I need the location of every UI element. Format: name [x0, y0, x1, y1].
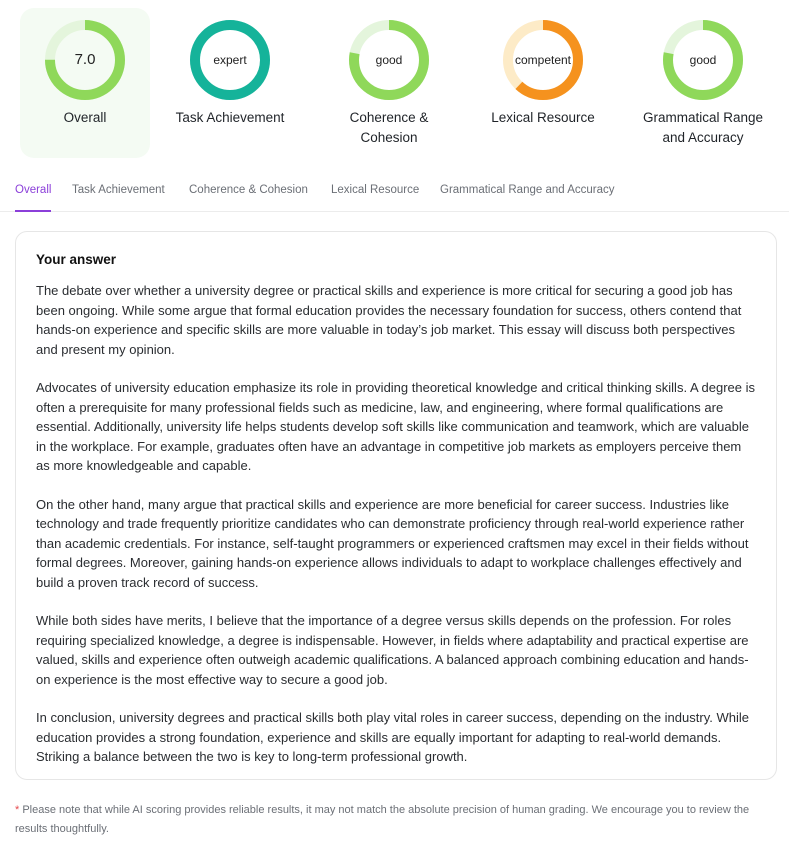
- score-ring-lexical-resource: [503, 20, 583, 100]
- tab-lexical-resource[interactable]: Lexical Resource: [331, 184, 420, 196]
- answer-card: [15, 231, 777, 780]
- score-name: Grammatical Range and Accuracy: [642, 110, 764, 145]
- score-card-overall[interactable]: [20, 8, 150, 158]
- score-value: good: [689, 53, 717, 67]
- tab-overall[interactable]: Overall: [15, 184, 51, 211]
- score-value: good: [375, 53, 403, 67]
- score-card-lexical-resource[interactable]: [478, 8, 608, 158]
- score-value: expert: [213, 53, 247, 67]
- score-ring-task-achievement: [190, 20, 270, 100]
- asterisk-marker: *: [15, 804, 20, 816]
- answer-paragraph: In conclusion, university degrees and practical skills both play vital roles in career success, depending on the industry. While education provides a strong foundation, experience and skills are equally important for adapting to real-world demands. Striking a balance between the two is key to long-term professional growth.: [36, 710, 749, 764]
- score-card-grammatical-range[interactable]: [628, 8, 778, 158]
- answer-paragraph: Advocates of university education emphasize its role in providing theoretical knowledge and critical thinking skills. A degree is often a prerequisite for many professional fields such as medicine, law, and engineering, where formal qualifications are essential. Additionally, university life helps students develop soft skills like communication and teamwork, which are valuable in the workplace. For example, graduates often have an advantage in competitive job markets as employers perceive them as more knowledgeable and capable.: [36, 380, 755, 473]
- criteria-tabs: [0, 180, 789, 212]
- tab-coherence-cohesion[interactable]: Coherence & Cohesion: [189, 184, 308, 196]
- score-name: Overall: [63, 110, 107, 125]
- score-summary: [0, 0, 789, 165]
- answer-paragraph: The debate over whether a university degree or practical skills and experience is more critical for securing a good job has been ongoing. While some argue that formal education provides the necessary foundation for success, others contend that hands-on experience and specific skills are more valuable in today’s job market. This essay will discuss both perspectives and present my opinion.: [36, 283, 742, 357]
- score-ring-overall: [45, 20, 125, 100]
- answer-text: [36, 281, 758, 786]
- score-value: 7.0: [74, 51, 96, 68]
- score-name: Coherence & Cohesion: [349, 110, 429, 145]
- answer-paragraph: On the other hand, many argue that practical skills and experience are more beneficial for career success. Industries like technology and trade frequently prioritize candidates who can demonstrate proficiency through real-world experience rather than academic credentials. For instance, self-taught programmers or experienced craftsmen may excel in their fields without formal degrees. Moreover, gaining hands-on experience allows individuals to adapt to workplace challenges effectively and build a proven track record of success.: [36, 496, 749, 590]
- score-card-coherence-cohesion[interactable]: [324, 8, 454, 158]
- score-value: competent: [514, 53, 572, 67]
- score-ring-coherence-cohesion: [349, 20, 429, 100]
- answer-paragraph: While both sides have merits, I believe that the importance of a degree versus skills depends on the profession. For roles requiring specialized knowledge, a degree is indispensable. However, in fields where adaptability and practical expertise are valued, skills and experience often outweigh academic qualifications. A balanced approach combining education and hands-on experience is the most effective way to secure a good job.: [36, 613, 749, 687]
- tab-task-achievement[interactable]: Task Achievement: [72, 184, 165, 196]
- score-name: Task Achievement: [175, 110, 285, 125]
- disclaimer-text: Please note that while AI scoring provides reliable results, it may not match the absolute precision of human grading. We encourage you to review the results thoughtfully.: [15, 804, 750, 835]
- score-card-task-achievement[interactable]: [165, 8, 295, 158]
- score-ring-grammatical-range: [663, 20, 743, 100]
- tab-grammatical-range[interactable]: Grammatical Range and Accuracy: [440, 184, 615, 196]
- answer-title: Your answer: [36, 252, 117, 267]
- disclaimer-note: [15, 801, 775, 839]
- score-name: Lexical Resource: [491, 110, 595, 125]
